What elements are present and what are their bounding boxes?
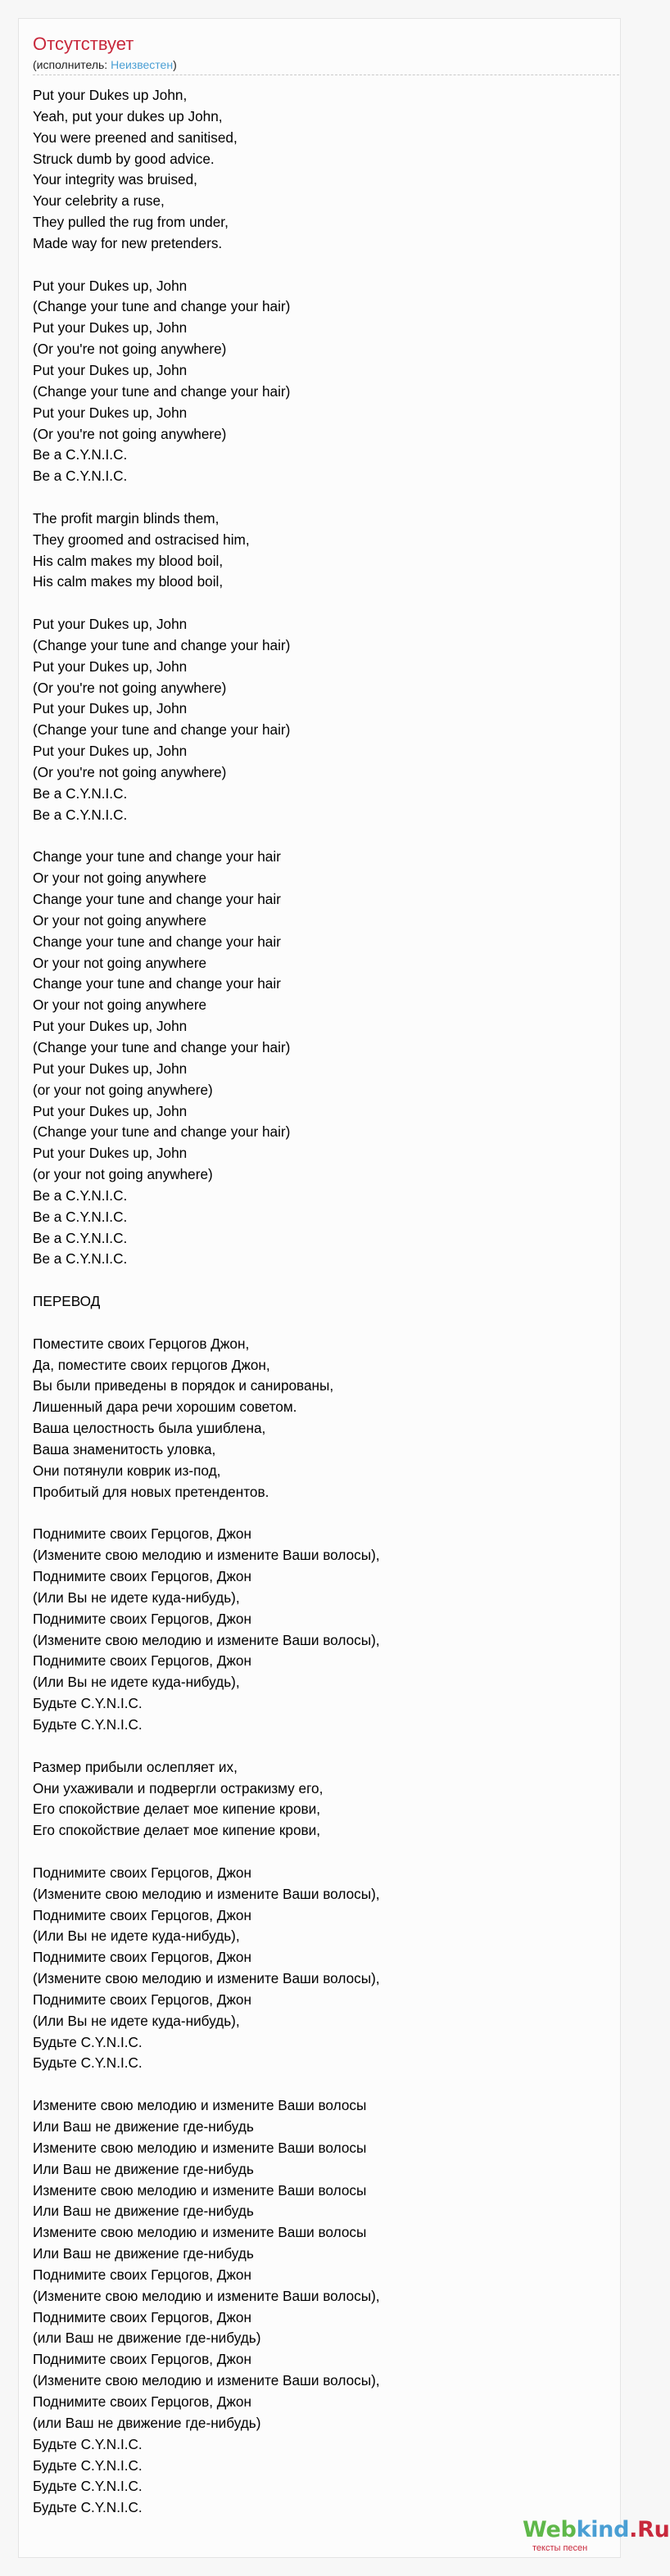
artist-prefix: (исполнитель: <box>33 58 111 71</box>
lyric-line: Be a C.Y.N.I.C. <box>33 784 128 802</box>
lyric-line: Put your Dukes up, John <box>33 361 188 378</box>
lyric-line: Put your Dukes up, John <box>33 658 188 675</box>
blank-line <box>33 487 380 508</box>
lyrics-text <box>33 85 380 2519</box>
lyric-line: Change your tune and change your hair <box>33 975 281 992</box>
lyric-line: (или Ваш не движение где-нибудь) <box>33 2330 261 2347</box>
lyric-line: Put your Dukes up, John <box>33 1018 188 1035</box>
lyric-line: Change your tune and change your hair <box>33 933 281 950</box>
lyric-line: (Или Вы не идете куда-нибудь), <box>33 1674 240 1691</box>
blank-line <box>33 1842 380 1863</box>
blank-line <box>33 2074 380 2095</box>
lyric-line: Поднимите своих Герцогов, Джон <box>33 1864 251 1881</box>
lyric-line: Put your Dukes up, John <box>33 1102 188 1119</box>
lyric-line: Поднимите своих Герцогов, Джон <box>33 1610 251 1627</box>
lyric-line: Будьте C.Y.N.I.C. <box>33 1715 143 1733</box>
lyric-line: (Измените свою мелодию и измените Ваши волосы), <box>33 1547 380 1564</box>
lyric-line: Будьте C.Y.N.I.C. <box>33 1695 143 1712</box>
lyric-line: Or your not going anywhere <box>33 870 207 887</box>
lyric-line: Поднимите своих Герцогов, Джон <box>33 2266 251 2283</box>
lyric-line: Они ухаживали и подвергли остракизму его, <box>33 1779 324 1796</box>
lyric-line: (Измените свою мелодию и измените Ваши волосы), <box>33 1970 380 1987</box>
lyric-line: Put your Dukes up, John <box>33 404 188 421</box>
lyric-line: Поднимите своих Герцогов, Джон <box>33 2351 251 2368</box>
lyric-line: (Change your tune and change your hair) <box>33 1123 291 1141</box>
lyric-line: Будьте C.Y.N.I.C. <box>33 2435 143 2452</box>
blank-line <box>33 1503 380 1525</box>
artist-line <box>33 57 177 72</box>
lyric-line: (Или Вы не идете куда-нибудь), <box>33 1589 240 1606</box>
logo-web: Web <box>523 2517 577 2542</box>
lyric-line: Поднимите своих Герцогов, Джон <box>33 1949 251 1966</box>
lyric-line: They pulled the rug from under, <box>33 214 229 231</box>
lyric-line: Поднимите своих Герцогов, Джон <box>33 1906 251 1923</box>
lyric-line: Be a C.Y.N.I.C. <box>33 1250 128 1268</box>
lyric-line: Или Ваш не движение где-нибудь <box>33 2203 254 2220</box>
lyric-line: Будьте C.Y.N.I.C. <box>33 2054 143 2072</box>
lyric-line: Измените свою мелодию и измените Ваши волосы <box>33 2097 367 2114</box>
lyric-line: Put your Dukes up John, <box>33 87 188 103</box>
webkind-logo[interactable] <box>523 2517 670 2553</box>
logo-tagline: тексты песен <box>532 2543 588 2553</box>
lyric-line: Your celebrity a ruse, <box>33 192 165 210</box>
logo-wordmark <box>523 2517 670 2543</box>
lyric-line: Put your Dukes up, John <box>33 319 188 337</box>
lyric-line: (или Ваш не движение где-нибудь) <box>33 2414 261 2431</box>
song-title: Отсутствует <box>33 34 134 54</box>
lyric-line: Да, поместите своих герцогов Джон, <box>33 1356 270 1373</box>
lyric-line: Измените свою мелодию и измените Ваши волосы <box>33 2139 367 2156</box>
lyric-line: Put your Dukes up, John <box>33 616 188 633</box>
lyric-line: Be a C.Y.N.I.C. <box>33 1208 128 1225</box>
blank-line <box>33 1270 380 1291</box>
blank-line <box>33 593 380 614</box>
lyric-line: Put your Dukes up, John <box>33 1060 188 1077</box>
lyric-line: Your integrity was bruised, <box>33 171 197 188</box>
blank-line <box>33 255 380 276</box>
lyric-line: (Change your tune and change your hair) <box>33 721 291 739</box>
lyric-line: Размер прибыли ослепляет их, <box>33 1758 238 1775</box>
lyric-line: Будьте C.Y.N.I.C. <box>33 2499 143 2516</box>
lyric-line: Made way for new pretenders. <box>33 234 223 251</box>
lyric-line: Поднимите своих Герцогов, Джон <box>33 1991 251 2008</box>
lyric-line: Put your Dukes up, John <box>33 277 188 294</box>
lyric-line: The profit margin blinds them, <box>33 509 220 526</box>
lyric-line: (Change your tune and change your hair) <box>33 298 291 315</box>
lyric-line: Or your not going anywhere <box>33 954 207 971</box>
lyric-line: Be a C.Y.N.I.C. <box>33 446 128 463</box>
lyric-line: Struck dumb by good advice. <box>33 150 215 167</box>
lyric-line: Поднимите своих Герцогов, Джон <box>33 1525 251 1543</box>
lyric-line: Пробитый для новых претендентов. <box>33 1483 269 1500</box>
lyric-line: (Измените свою мелодию и измените Ваши волосы), <box>33 2287 380 2304</box>
logo-ru: .Ru <box>629 2517 670 2542</box>
lyric-line: (Or you're not going anywhere) <box>33 679 227 696</box>
lyric-line: (Change your tune and change your hair) <box>33 1038 291 1055</box>
lyric-line: Change your tune and change your hair <box>33 848 281 865</box>
lyric-line: ПЕРЕВОД <box>33 1293 101 1310</box>
lyric-line: (Измените свою мелодию и измените Ваши волосы), <box>33 1631 380 1648</box>
lyric-line: (or your not going anywhere) <box>33 1081 213 1098</box>
lyric-line: Будьте C.Y.N.I.C. <box>33 2478 143 2495</box>
lyric-line: Или Ваш не движение где-нибудь <box>33 2118 254 2135</box>
lyric-line: Лишенный дара речи хорошим советом. <box>33 1399 297 1416</box>
lyric-line: Ваша знаменитость уловка, <box>33 1441 216 1457</box>
lyric-line: (Или Вы не идете куда-нибудь), <box>33 1927 240 1945</box>
lyric-line: (Измените свою мелодию и измените Ваши волосы), <box>33 1885 380 1902</box>
logo-kind: kind <box>576 2517 630 2542</box>
lyric-line: Change your tune and change your hair <box>33 891 281 908</box>
lyric-line: Его спокойствие делает мое кипение крови, <box>33 1801 321 1818</box>
lyric-line: Yeah, put your dukes up John, <box>33 107 223 124</box>
blank-line <box>33 826 380 847</box>
lyric-line: Будьте C.Y.N.I.C. <box>33 2456 143 2474</box>
lyric-line: Или Ваш не движение где-нибудь <box>33 2160 254 2177</box>
lyric-line: Be a C.Y.N.I.C. <box>33 806 128 823</box>
lyric-line: (Change your tune and change your hair) <box>33 636 291 653</box>
lyric-line: Поднимите своих Герцогов, Джон <box>33 1652 251 1670</box>
lyric-line: You were preened and sanitised, <box>33 129 238 146</box>
lyric-line: Put your Dukes up, John <box>33 1145 188 1162</box>
lyric-line: Or your not going anywhere <box>33 911 207 929</box>
lyric-line: (or your not going anywhere) <box>33 1166 213 1183</box>
lyric-line: (Or you're not going anywhere) <box>33 341 227 358</box>
lyric-line: Поднимите своих Герцогов, Джон <box>33 1568 251 1585</box>
lyric-line: Они потянули коврик из-под, <box>33 1462 221 1479</box>
lyric-line: Or your not going anywhere <box>33 997 207 1014</box>
artist-link[interactable]: Неизвестен <box>111 58 174 71</box>
lyric-line: His calm makes my blood boil, <box>33 552 224 569</box>
lyric-line: (Или Вы не идете куда-нибудь), <box>33 2012 240 2029</box>
lyric-line: Поместите своих Герцогов Джон, <box>33 1335 250 1352</box>
artist-suffix: ) <box>173 58 177 71</box>
lyric-line: Поднимите своих Герцогов, Джон <box>33 2393 251 2410</box>
lyric-line: Вы были приведены в порядок и санированы, <box>33 1377 334 1394</box>
lyric-line: His calm makes my blood boil, <box>33 573 224 590</box>
lyric-line: Be a C.Y.N.I.C. <box>33 468 128 485</box>
blank-line <box>33 1736 380 1757</box>
lyric-line: Put your Dukes up, John <box>33 743 188 760</box>
lyric-line: (Change your tune and change your hair) <box>33 382 291 400</box>
lyric-line: Put your Dukes up, John <box>33 700 188 717</box>
lyric-line: Поднимите своих Герцогов, Джон <box>33 2308 251 2325</box>
lyric-line: (Измените свою мелодию и измените Ваши волосы), <box>33 2372 380 2389</box>
lyric-line: Измените свою мелодию и измените Ваши волосы <box>33 2224 367 2241</box>
lyric-line: Be a C.Y.N.I.C. <box>33 1186 128 1204</box>
lyric-line: Будьте C.Y.N.I.C. <box>33 2033 143 2050</box>
lyric-line: Его спокойствие делает мое кипение крови, <box>33 1822 321 1839</box>
lyric-line: (Or you're not going anywhere) <box>33 764 227 780</box>
lyric-line: Измените свою мелодию и измените Ваши волосы <box>33 2181 367 2199</box>
lyric-line: (Or you're not going anywhere) <box>33 425 227 442</box>
lyric-line: Или Ваш не движение где-нибудь <box>33 2245 254 2262</box>
lyric-line: Ваша целостность была ушиблена, <box>33 1420 266 1437</box>
lyric-line: They groomed and ostracised him, <box>33 531 250 548</box>
blank-line <box>33 1313 380 1334</box>
lyric-line: Be a C.Y.N.I.C. <box>33 1229 128 1246</box>
